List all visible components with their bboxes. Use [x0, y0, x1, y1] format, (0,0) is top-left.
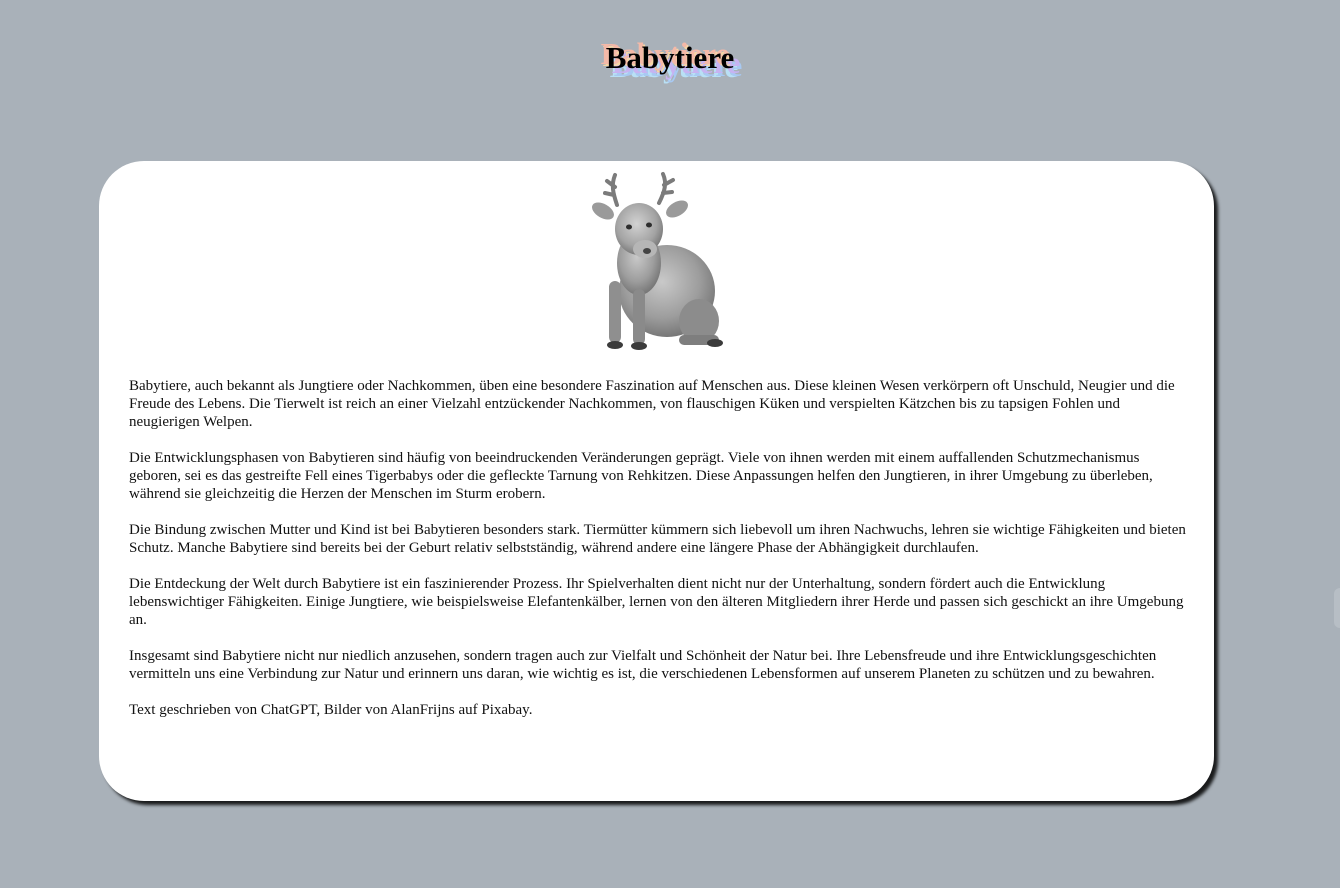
paragraph: Die Entwicklungsphasen von Babytieren sind häufig von beeindruckenden Veränderungen geprägt. Viele von ihnen werden mit einem auffallenden Schutzmechanismus geboren, sei es das gestreifte Fell eines Tigerbabys oder die gefleckte Tarnung von Rehkitzen. Diese Anpassungen helfen den Jungtieren, in ihrer Umgebung zu überleben, während sie gleichzeitig die Herzen der Menschen im Sturm erobern. — [129, 450, 1153, 502]
baby-deer-figurine-icon — [587, 171, 737, 353]
paragraph: Babytiere, auch bekannt als Jungtiere oder Nachkommen, üben eine besondere Faszination auf Menschen aus. Diese kleinen Wesen verkörpern oft Unschuld, Neugier und die Freude des Lebens. Die Tierwelt ist reich an einer Vielzahl entzückender Nachkommen, von flauschigen Küken und verspielten Kätzchen bis zu tapsigen Fohlen und neugierigen Welpen. — [129, 378, 1175, 430]
scroll-edge-handle[interactable] — [1334, 588, 1340, 628]
paragraph: Die Bindung zwischen Mutter und Kind ist bei Babytieren besonders stark. Tiermütter kümmern sich liebevoll um ihren Nachwuchs, lehren sie wichtige Fähigkeiten und bieten Schutz. Manche Babytiere sind bereits bei der Geburt relativ selbstständig, während andere eine längere Phase der Abhängigkeit durchlaufen. — [129, 522, 1186, 556]
credits-text: Text geschrieben von ChatGPT, Bilder von AlanFrijns auf Pixabay. — [129, 702, 533, 718]
paragraph: Die Entdeckung der Welt durch Babytiere ist ein faszinierender Prozess. Ihr Spielverhalten dient nicht nur der Unterhaltung, sondern fördert auch die Entwicklung lebenswichtiger Fähigkeiten. Einige Jungtiere, wie beispielsweise Elefantenkälber, lernen von den älteren Mitgliedern ihrer Herde und passen sich geschickt an ihre Umgebung an. — [129, 576, 1184, 628]
content-card — [99, 161, 1214, 801]
page-title: Babytiere — [605, 40, 735, 75]
article-text — [129, 377, 1187, 737]
paragraph: Insgesamt sind Babytiere nicht nur niedlich anzusehen, sondern tragen auch zur Vielfalt und Schönheit der Natur bei. Ihre Lebensfreude und ihre Entwicklungsgeschichten vermitteln uns eine Verbindung zur Natur und erinnern uns daran, wie wichtig es ist, die verschiedenen Lebensformen auf unserem Planeten zu schützen und zu bewahren. — [129, 648, 1157, 682]
